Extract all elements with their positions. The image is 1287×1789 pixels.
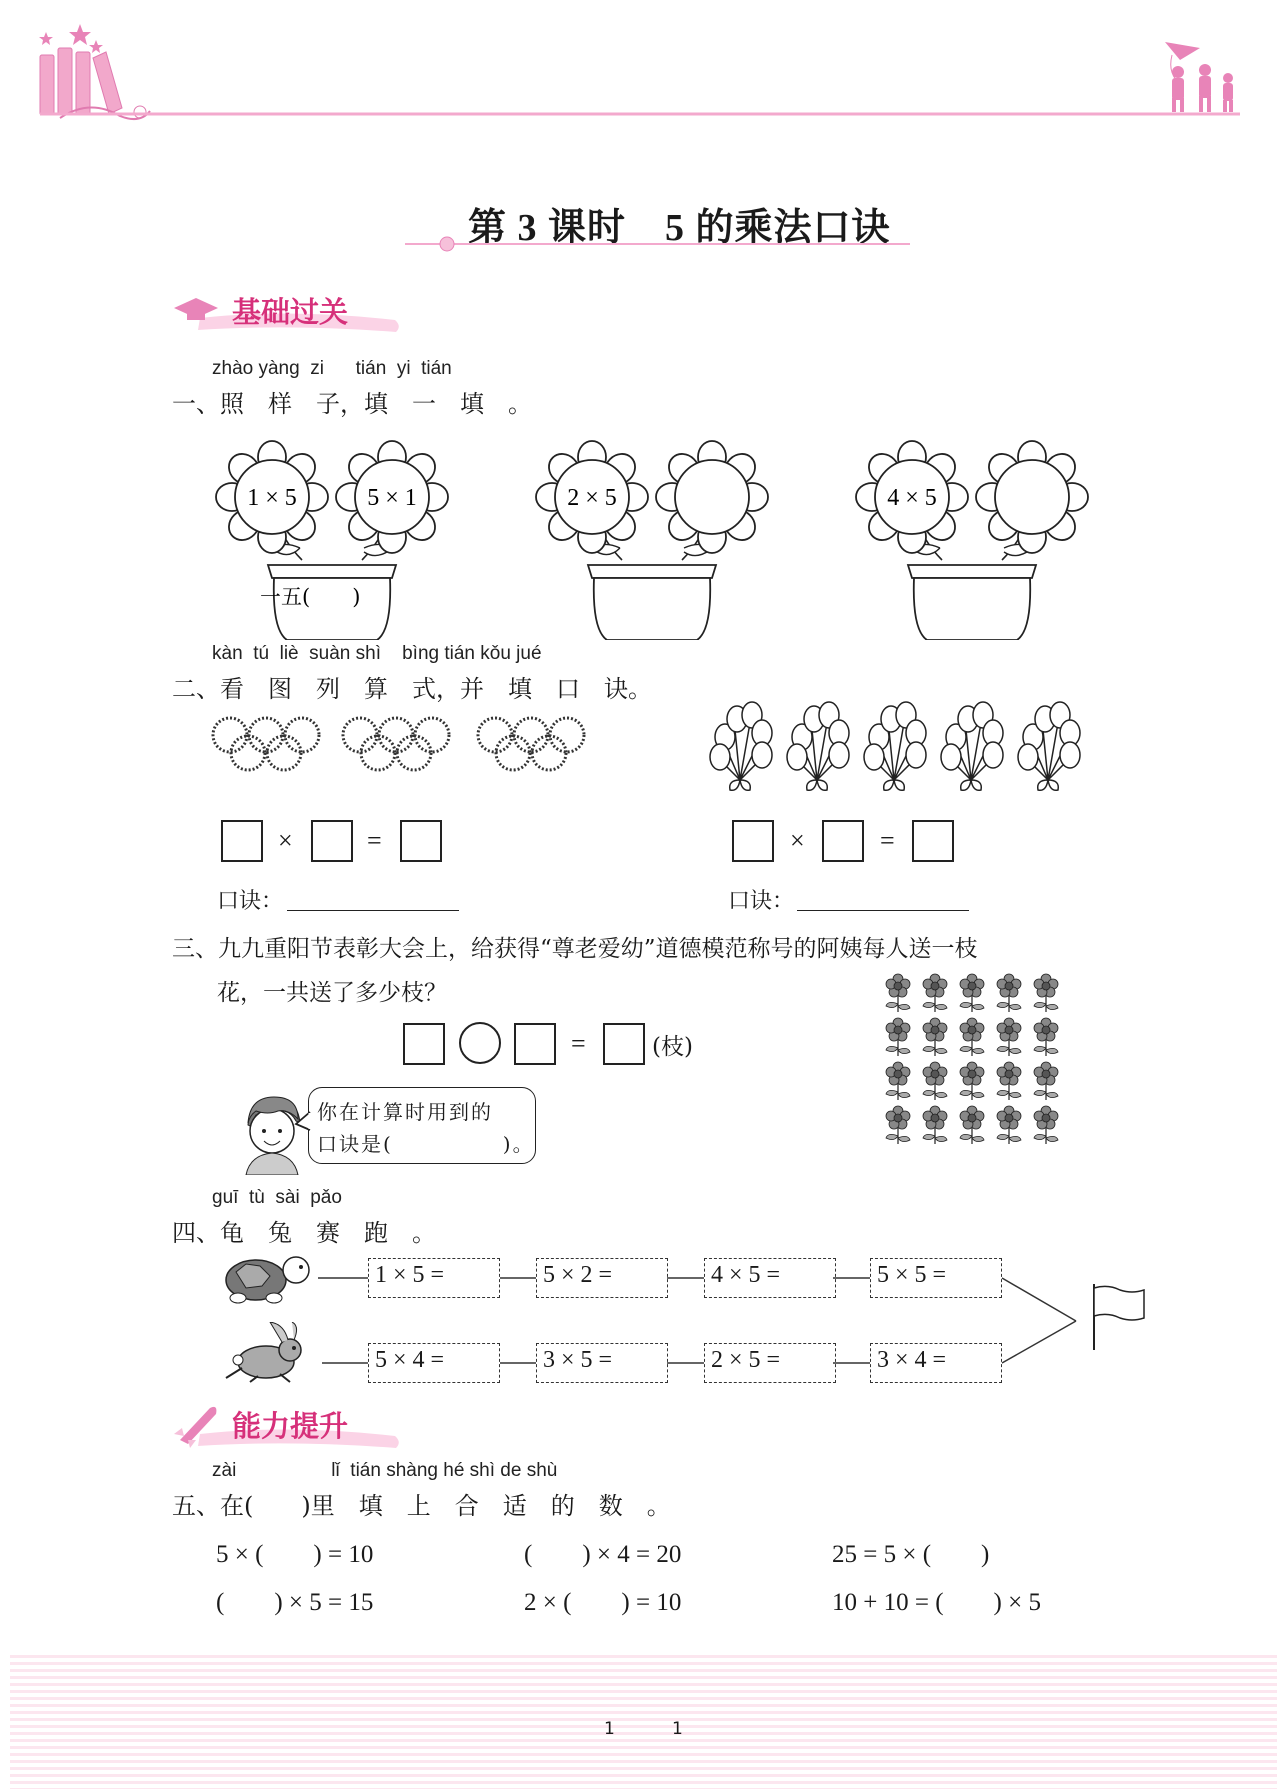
q2a-rhyme-blank[interactable] (287, 910, 459, 911)
flowers-grid-illustration (880, 968, 1080, 1148)
q2b-box-1[interactable] (732, 820, 774, 862)
q2b-times: × (790, 826, 805, 855)
q5-eq-4[interactable]: ( ) × 5 = 15 (216, 1589, 374, 1616)
rabbit-step-1[interactable] (368, 1343, 500, 1383)
q2-title: 二、看 图 列 算 式，并 填 口 诀。 (172, 675, 652, 703)
speech-bubble-tail (294, 1110, 314, 1134)
turtle-step-2-text: 5 × 2 = (543, 1262, 613, 1288)
turtle-step-4[interactable] (870, 1258, 1002, 1298)
flower-pot-2 (536, 441, 768, 640)
turtle-step-4-text: 5 × 5 = (877, 1262, 947, 1288)
q3-unit: (枝) (652, 1034, 693, 1060)
q2b-box-2[interactable] (822, 820, 864, 862)
rabbit-step-3[interactable] (704, 1343, 836, 1383)
q3-box-3[interactable] (603, 1023, 645, 1065)
q3-equals: = (571, 1029, 586, 1058)
flower-row-4 (886, 1106, 1058, 1144)
flower-row-2 (886, 1018, 1058, 1056)
turtle-step-1-text: 1 × 5 = (375, 1262, 445, 1288)
rabbit-step-4[interactable] (870, 1343, 1002, 1383)
pot2-left-label: 2 × 5 (567, 485, 617, 511)
q5-eq-6[interactable]: 10 + 10 = ( ) × 5 (832, 1589, 1041, 1616)
pot1-rhyme-label: 一五( ) (260, 585, 361, 609)
rabbit-icon (218, 1322, 313, 1384)
bubble-line-1: 你在计算时用到的 (317, 1100, 493, 1124)
q5-eq-5[interactable]: 2 × ( ) = 10 (524, 1589, 682, 1616)
q1-pinyin: zhào yàng zi tián yi tián (212, 358, 452, 379)
q3-line1: 三、九九重阳节表彰大会上，给获得“尊老爱幼”道德模范称号的阿姨每人送一枝 (172, 936, 978, 962)
turtle-step-1[interactable] (368, 1258, 500, 1298)
rabbit-step-2[interactable] (536, 1343, 668, 1383)
q3-line2: 花，一共送了多少枝？ (217, 980, 447, 1006)
flower-row-1 (886, 974, 1058, 1012)
q2a-box-1[interactable] (221, 820, 263, 862)
turtle-step-3[interactable] (704, 1258, 836, 1298)
speech-bubble (308, 1087, 536, 1164)
q4-pinyin: guī tù sài pǎo (212, 1187, 342, 1208)
q2-pinyin: kàn tú liè suàn shì bìng tián kǒu jué (212, 643, 542, 664)
flower-pot-3 (856, 441, 1088, 640)
q5-eq-3[interactable]: 25 = 5 × ( ) (832, 1541, 990, 1568)
q5-pinyin: zài lǐ tián shàng hé shì de shù (212, 1460, 558, 1481)
title-underline (405, 234, 915, 254)
q5-eq-2[interactable]: ( ) × 4 = 20 (524, 1541, 682, 1568)
header-decoration (0, 0, 1287, 140)
q2a-equals: = (367, 826, 382, 855)
rabbit-step-1-text: 5 × 4 = (375, 1347, 445, 1373)
q2b-rhyme-blank[interactable] (797, 910, 969, 911)
q2b-box-3[interactable] (912, 820, 954, 862)
olympic-rings-illustration (205, 710, 605, 780)
rabbit-step-3-text: 2 × 5 = (711, 1347, 781, 1373)
rabbit-step-2-text: 3 × 5 = (543, 1347, 613, 1373)
q2a-box-2[interactable] (311, 820, 353, 862)
q2a-times: × (278, 826, 293, 855)
children-kite-icon (1165, 42, 1233, 112)
books-logo (40, 48, 150, 119)
q2a-box-3[interactable] (400, 820, 442, 862)
page-number-left: 1 (604, 1719, 615, 1739)
q1-title: 一、照 样 子，填 一 填 。 (172, 390, 532, 418)
flower-pot-1 (216, 441, 448, 640)
boy-avatar-icon (240, 1095, 305, 1175)
q5-eq-1[interactable]: 5 × ( ) = 10 (216, 1541, 374, 1568)
balloon-bunches-illustration (705, 700, 1105, 800)
turtle-step-3-text: 4 × 5 = (711, 1262, 781, 1288)
flower-row-3 (886, 1062, 1058, 1100)
q5-title: 五、在( )里 填 上 合 适 的 数 。 (172, 1492, 671, 1520)
pot1-left-label: 1 × 5 (247, 485, 297, 511)
q3-box-1[interactable] (403, 1023, 445, 1065)
q2b-rhyme-label: 口诀： (728, 889, 795, 914)
section-advanced: 能力提升 (232, 1409, 349, 1443)
turtle-step-2[interactable] (536, 1258, 668, 1298)
q4-title: 四、龟 兔 赛 跑 。 (172, 1219, 436, 1247)
rabbit-step-4-text: 3 × 4 = (877, 1347, 947, 1373)
q3-operator-circle[interactable] (459, 1022, 501, 1064)
bubble-line-2: 口诀是( )。 (317, 1132, 535, 1156)
footer-band (10, 1655, 1277, 1789)
finish-flag-icon (1090, 1282, 1150, 1352)
turtle-icon (218, 1250, 313, 1306)
q3-box-2[interactable] (514, 1023, 556, 1065)
page-number-right: 1 (672, 1719, 683, 1739)
flower-pots-illustration (200, 430, 1120, 640)
section-basic: 基础过关 (232, 295, 349, 329)
pot1-right-label: 5 × 1 (367, 485, 417, 511)
q2a-rhyme-label: 口诀： (217, 889, 284, 914)
pot3-left-label: 4 × 5 (887, 485, 937, 511)
q2b-equals: = (880, 826, 895, 855)
lesson-title: 第 3 课时 5 的乘法口诀 (468, 207, 891, 249)
